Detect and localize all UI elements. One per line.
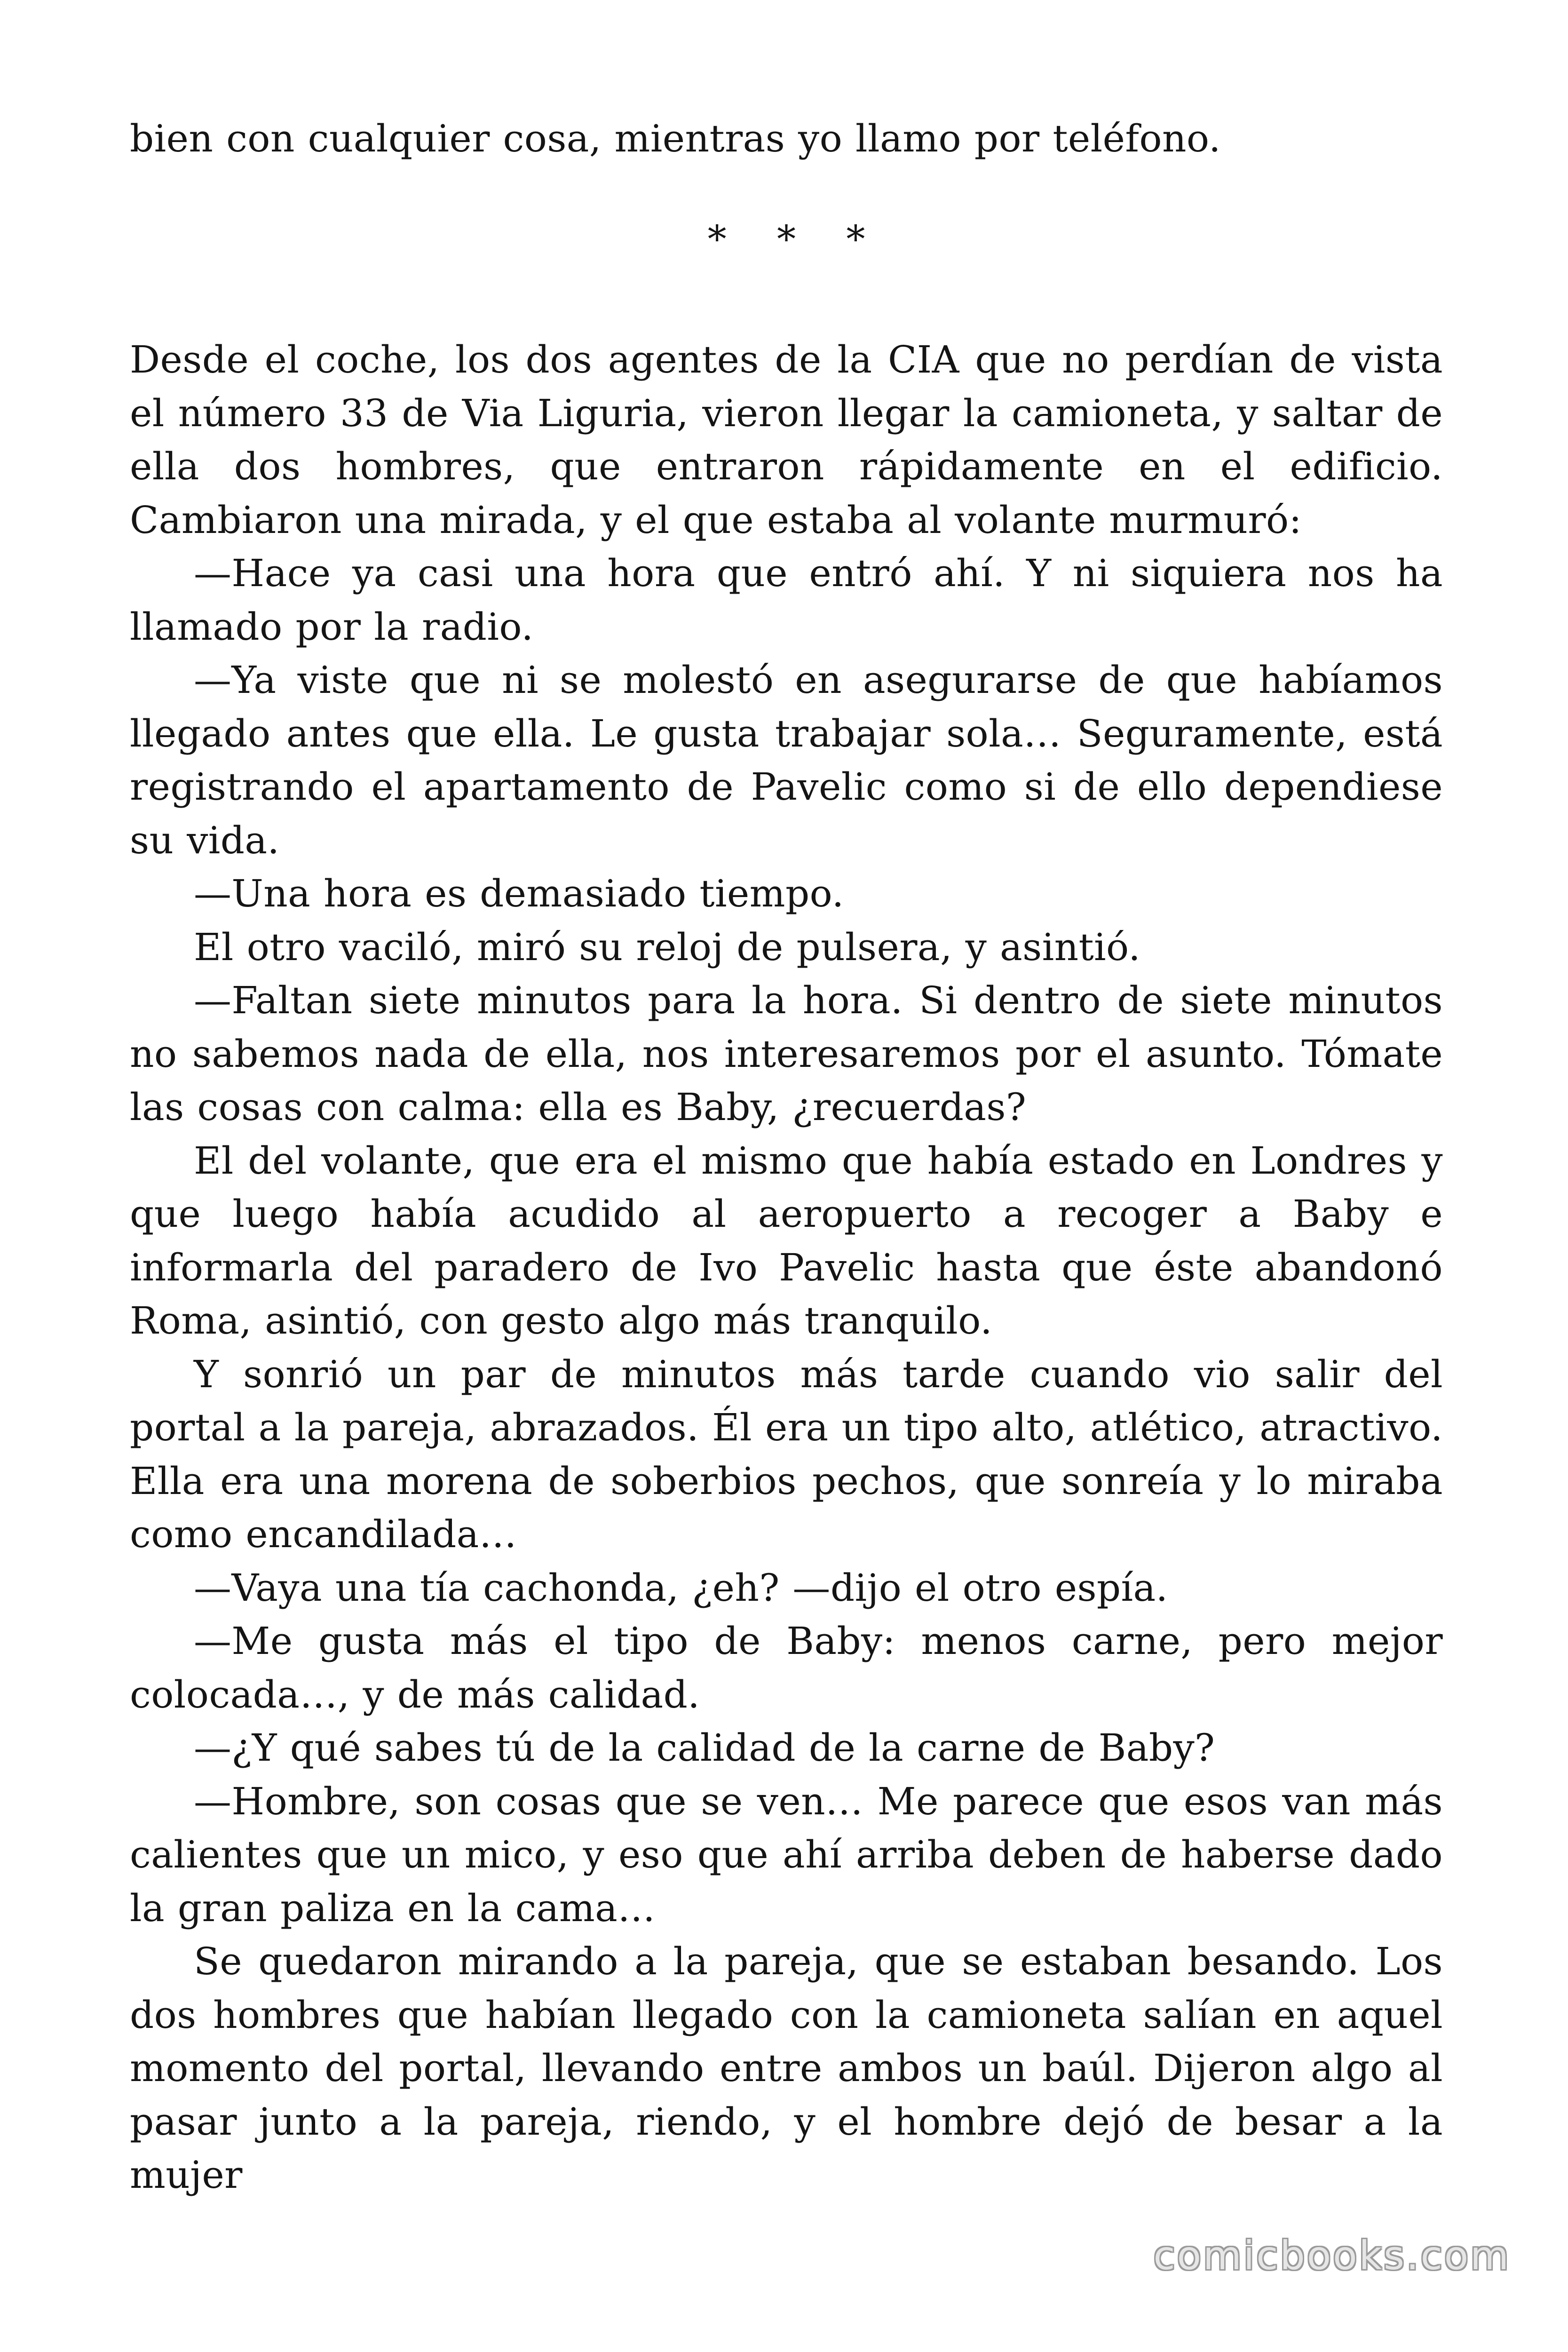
scene-break: * * *	[707, 217, 884, 261]
paragraph: —Una hora es demasiado tiempo.	[194, 872, 844, 915]
paragraph: El del volante, que era el mismo que había estado en Londres y que luego había acudido al aeropuerto a recoger a Baby e informarla del paradero de Ivo Pavelic hasta que éste abandonó Roma, asintió, con gesto algo más tranquilo.	[130, 1138, 1443, 1343]
paragraph: —Hombre, son cosas que se ven… Me parece que esos van más calientes que un mico, y eso que ahí arriba deben de haberse dado la gran paliza en la cama…	[130, 1779, 1443, 1930]
page-text	[130, 112, 1443, 2202]
paragraph: —Vaya una tía cachonda, ¿eh? —dijo el otro espía.	[194, 1565, 1168, 1610]
watermark-logo: comicbooks.com	[1153, 2233, 1511, 2279]
paragraph: Y sonrió un par de minutos más tarde cuando vio salir del portal a la pareja, abrazados. Él era un tipo alto, atlético, atractivo. Ella era una morena de soberbios pechos, que sonreía y lo miraba como encandilada…	[130, 1352, 1443, 1556]
paragraph: —Ya viste que ni se molestó en asegurarse de que habíamos llegado antes que ella. Le gusta trabajar sola… Seguramente, está registrando el apartamento de Pavelic como si de ello dependiese su vida.	[130, 658, 1443, 862]
paragraph-list	[130, 333, 1443, 2202]
paragraph: El otro vaciló, miró su reloj de pulsera, y asintió.	[194, 925, 1141, 969]
paragraph: —Me gusta más el tipo de Baby: menos carne, pero mejor colocada…, y de más calidad.	[130, 1619, 1443, 1716]
paragraph: —Hace ya casi una hora que entró ahí. Y ni siquiera nos ha llamado por la radio.	[130, 551, 1443, 649]
paragraph: Se quedaron mirando a la pareja, que se estaban besando. Los dos hombres que habían llegado con la camioneta salían en aquel momento del portal, llevando entre ambos un baúl. Dijeron algo al pasar junto a la pareja, riendo, y el hombre dejó de besar a la mujer	[130, 1939, 1443, 2197]
opening-line: bien con cualquier cosa, mientras yo llamo por teléfono.	[130, 117, 1221, 160]
paragraph: —¿Y qué sabes tú de la calidad de la carne de Baby?	[194, 1726, 1215, 1770]
paragraph: Desde el coche, los dos agentes de la CIA que no perdían de vista el número 33 de Via Liguria, vieron llegar la camioneta, y saltar de ella dos hombres, que entraron rápidamente en el edificio. Cambiaron una mirada, y el que estaba al volante murmuró:	[130, 338, 1443, 542]
paragraph: —Faltan siete minutos para la hora. Si dentro de siete minutos no sabemos nada de ella, nos interesaremos por el asunto. Tómate las cosas con calma: ella es Baby, ¿recuerdas?	[130, 978, 1443, 1129]
book-page	[130, 112, 1443, 2202]
